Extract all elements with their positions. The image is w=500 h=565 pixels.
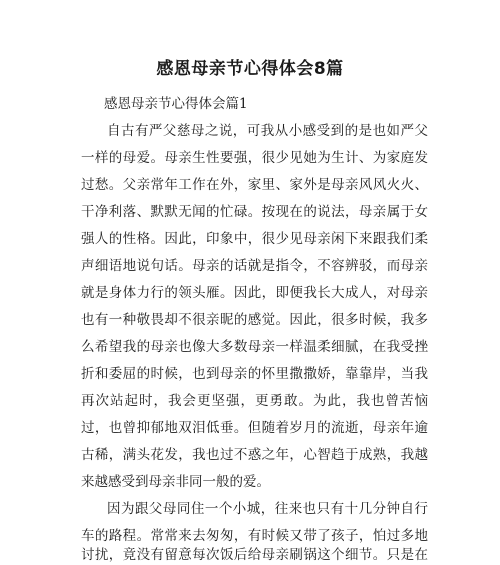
paragraph-line: 也有一种敬畏却不很亲昵的感觉。因此，很多时候，我多 [81, 312, 428, 328]
paragraph-line: 折和委屈的时候，也到母亲的怀里撒撒娇，靠靠岸，当我 [81, 366, 428, 382]
paragraph-line: 车的路程。常常来去匆匆，有时候又带了孩子，怕过多地 [81, 528, 428, 544]
paragraph-line: 再次站起时，我会更坚强，更勇敢。为此，我也曾苦恼 [81, 393, 428, 409]
paragraph-line: 古稀，满头花发，我也过不惑之年，心智趋于成熟，我越 [81, 447, 428, 463]
document-title: 感恩母亲节心得体会8篇 [156, 59, 344, 79]
paragraph-line: 么希望我的母亲也像大多数母亲一样温柔细腻，在我受挫 [81, 339, 428, 355]
paragraph-line: 自古有严父慈母之说，可我从小感受到的是也如严父 [107, 123, 428, 139]
paragraph-line: 过，也曾抑郁地双泪低垂。但随着岁月的流逝，母亲年逾 [81, 420, 428, 436]
paragraph-line: 强人的性格。因此，印象中，很少见母亲闲下来跟我们柔 [81, 231, 428, 247]
paragraph-line: 就是身体力行的领头雁。因此，即便我长大成人，对母亲 [81, 285, 428, 301]
paragraph-line: 一样的母爱。母亲生性要强，很少见她为生计、为家庭发 [81, 150, 428, 166]
paragraph-line: 干净利落、默默无闻的忙碌。按现在的说法，母亲属于女 [81, 204, 428, 220]
section-heading: 感恩母亲节心得体会篇1 [104, 96, 248, 112]
paragraph-line: 因为跟父母同住一个小城，往来也只有十几分钟自行 [107, 501, 428, 517]
paragraph-line: 过愁。父亲常年工作在外，家里、家外是母亲风风火火、 [81, 177, 428, 193]
paragraph-line: 声细语地说句话。母亲的话就是指令，不容辨驳，而母亲 [81, 258, 428, 274]
paragraph-line: 来越感受到母亲非同一般的爱。 [81, 474, 270, 490]
paragraph-line: 讨扰，竟没有留意每次饭后给母亲刷锅这个细节。只是在 [81, 547, 428, 563]
